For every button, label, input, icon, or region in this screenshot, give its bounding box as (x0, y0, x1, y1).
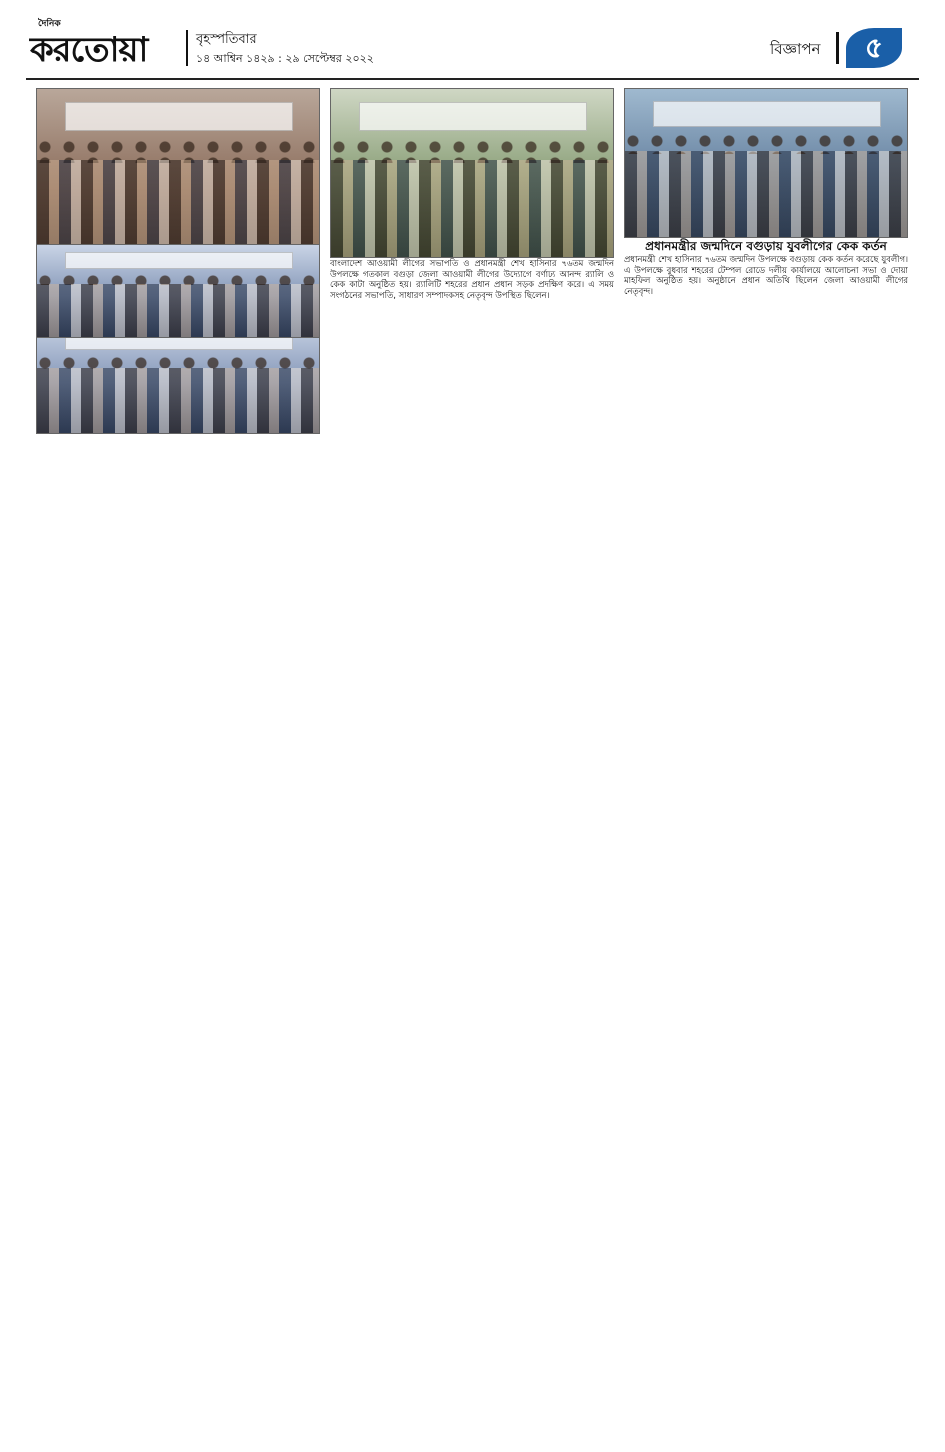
header-date: ১৪ আশ্বিন ১৪২৯ : ২৯ সেপ্টেম্বর ২০২২ (196, 52, 374, 65)
page-number-badge: ৫ (846, 28, 902, 68)
news-photo (36, 88, 320, 258)
news-caption: বাংলাদেশ আওয়ামী লীগের সভাপতি ও প্রধানমন্ত্রী শেখ হাসিনার ৭৬তম জন্মদিন উপলক্ষে গতকাল বগুড়া জেলা আওয়ামী লীগের উদ্যোগে বর্ণাঢ্য আনন্দ র‍্যালি ও কেক কাটা অনুষ্ঠিত হয়। র‍্যালিটি শহরের প্রধান প্রধান সড়ক প্রদক্ষিণ করে। এ সময় সংগঠনের সভাপতি, সাধারণ সম্পাদকসহ নেতৃবৃন্দ উপস্থিত ছিলেন। (330, 258, 614, 300)
header-day: বৃহস্পতিবার (196, 32, 257, 47)
newspaper-logo: করতোয়া (30, 30, 148, 70)
header-rule (26, 78, 919, 80)
news-photo (624, 88, 908, 238)
news-headline: প্রধানমন্ত্রীর জন্মদিনে বগুড়ায় যুবলীগের কেক কর্তন (645, 239, 887, 252)
section-label: বিজ্ঞাপন (770, 40, 821, 58)
news-caption: প্রধানমন্ত্রী শেখ হাসিনার ৭৬তম জন্মদিন উপলক্ষে বগুড়ায় কেক কর্তন করেছে যুবলীগ। এ উপলক্ষে বুধবার শহরের টেম্পল রোডে দলীয় কার্যালয়ে আলোচনা সভা ও দোয়া মাহফিল অনুষ্ঠিত হয়। অনুষ্ঠানে প্রধান অতিথি ছিলেন জেলা আওয়ামী লীগের নেতৃবৃন্দ। (624, 254, 908, 296)
page-header (0, 0, 945, 78)
news-photo (36, 244, 320, 338)
news-photo (330, 88, 614, 258)
section-divider (836, 32, 839, 64)
logo-small-text: দৈনিক (38, 19, 61, 29)
header-divider (186, 30, 188, 66)
